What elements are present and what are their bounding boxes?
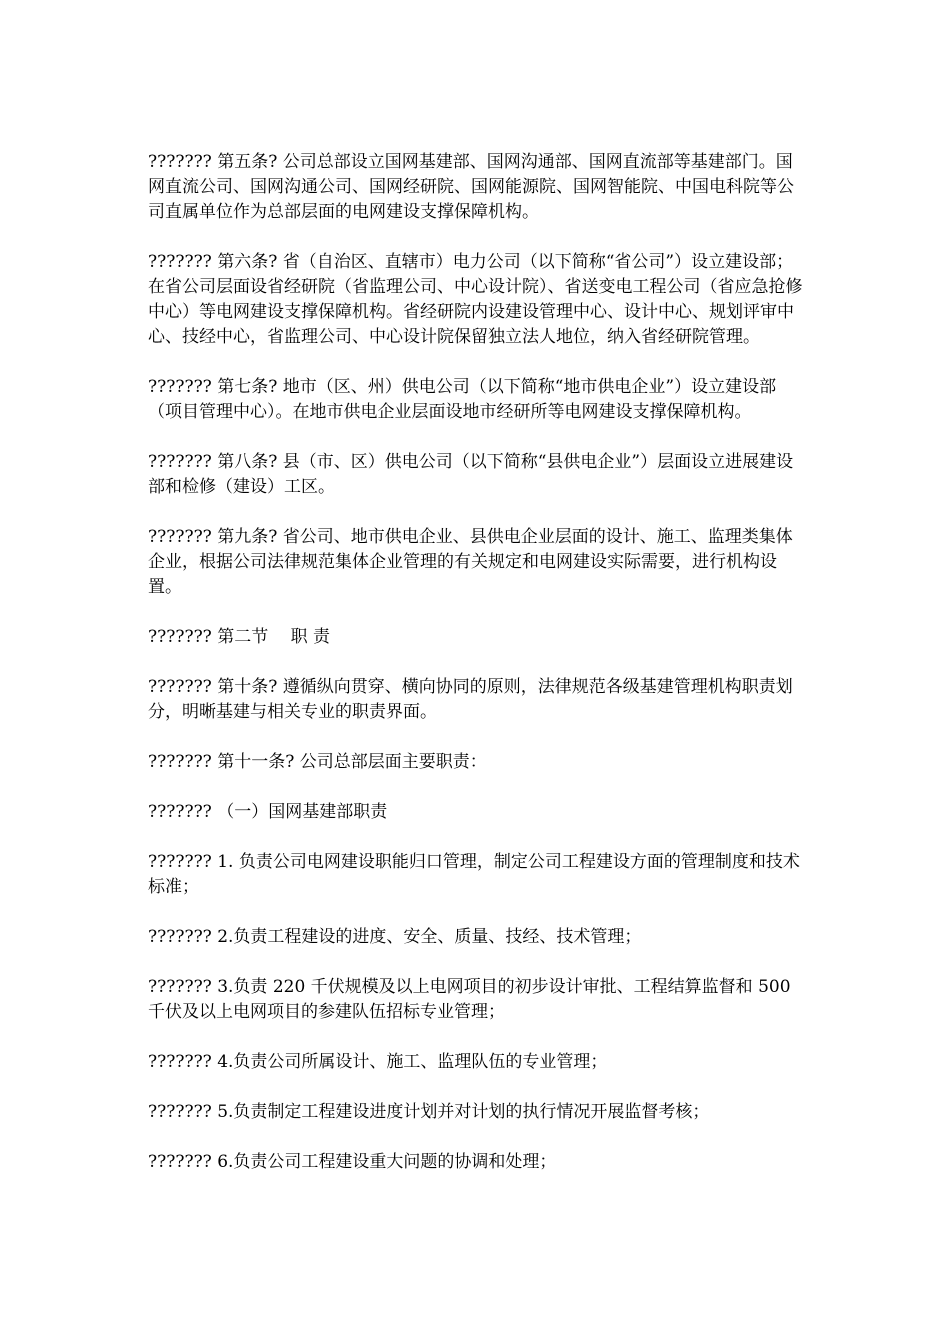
article-6-paragraph: ??????? 第六条? 省（自治区、直辖市）电力公司（以下简称“省公司”）设立建设部；在省公司层面设省经研院（省监理公司、中心设计院）、省送变电工程公司（省应急抢修中心）等电网建设支撑保障机构。省经研院内设建设管理中心、设计中心、规划评审中心、技经中心，省监理公司、中心设计院保留独立法人地位，纳入省经研院管理。 (148, 252, 803, 347)
article-5-paragraph: ??????? 第五条? 公司总部设立国网基建部、国网沟通部、国网直流部等基建部门。国网直流公司、国网沟通公司、国网经研院、国网能源院、国网智能院、中国电科院等公司直属单位作为总部层面的电网建设支撑保障机构。 (148, 152, 794, 222)
list-item-6: ??????? 6.负责公司工程建设重大问题的协调和处理； (148, 1152, 557, 1172)
article-9-paragraph: ??????? 第九条? 省公司、地市供电企业、县供电企业层面的设计、施工、监理类集体企业，根据公司法律规范集体企业管理的有关规定和电网建设实际需要，进行机构设置。 (148, 527, 793, 597)
article-8-paragraph: ??????? 第八条? 县（市、区）供电公司（以下简称“县供电企业”）层面设立进展建设部和检修（建设）工区。 (148, 452, 794, 497)
document-page (148, 150, 804, 1200)
article-10-paragraph: ??????? 第十条? 遵循纵向贯穿、横向协同的原则，法律规范各级基建管理机构职责划分，明晰基建与相关专业的职责界面。 (148, 677, 793, 722)
list-item-2: ??????? 2.负责工程建设的进度、安全、质量、技经、技术管理； (148, 927, 642, 947)
article-7-paragraph: ??????? 第七条? 地市（区、州）供电公司（以下简称“地市供电企业”）设立建设部（项目管理中心）。在地市供电企业层面设地市经研所等电网建设支撑保障机构。 (148, 377, 777, 422)
list-item-1: ??????? 1. 负责公司电网建设职能归口管理，制定公司工程建设方面的管理制度和技术标准； (148, 852, 800, 897)
article-11-paragraph: ??????? 第十一条? 公司总部层面主要职责： (148, 752, 487, 772)
list-item-3: ??????? 3.负责 220 千伏规模及以上电网项目的初步设计审批、工程结算监督和 500 千伏及以上电网项目的参建队伍招标专业管理； (148, 977, 791, 1022)
list-item-5: ??????? 5.负责制定工程建设进度计划并对计划的执行情况开展监督考核； (148, 1102, 710, 1122)
list-item-4: ??????? 4.负责公司所属设计、施工、监理队伍的专业管理； (148, 1052, 608, 1072)
section-2-heading: ??????? 第二节 职 责 (148, 627, 331, 647)
subsection-1-heading: ??????? （一）国网基建部职责 (148, 802, 388, 822)
